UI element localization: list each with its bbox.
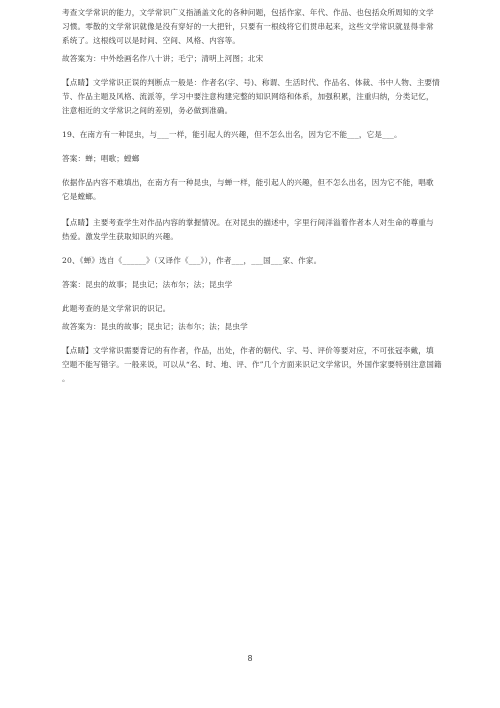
page-number: 8 (247, 654, 253, 663)
paragraph-line: 习惯。零散的文学常识就像是没有穿好的一大把针，只要有一根线将它们贯串起来，这些文学常识就显得非常 (62, 22, 434, 31)
answer-line: 答案：蝉；唱歌；螳螂 (62, 154, 140, 163)
answer-line: 故答案为：中外绘画名作八十讲；毛宁；清明上河图；北宋 (62, 54, 264, 63)
note-line: 【点睛】文学常识正误的判断点一般是：作者名(字、号)、称谓、生活时代、作品名、体裁、书中人物、主要情 (62, 78, 440, 87)
note-line: 节、作品主题及风格、流派等，学习中要注意构建完整的知识网络和体系，加强积累，注重归纳，分类记忆， (62, 92, 434, 101)
question-19: 19、在南方有一种昆虫，与___一样，能引起人的兴趣，但不怎么出名，因为它不能___，它是___。 (62, 130, 402, 139)
explanation-line: 依据作品内容不难填出，在南方有一种昆虫，与蝉一样，能引起人的兴趣，但不怎么出名，因为它不能，唱歌 (62, 178, 434, 187)
note-line: 。 (62, 374, 70, 383)
explanation-line: 它是螳螂。 (62, 192, 101, 201)
note-line: 【点睛】主要考查学生对作品内容的掌握情况。在对昆虫的描述中，字里行间洋溢着作者本人对生命的尊重与 (62, 218, 434, 227)
explanation-line: 此题考查的是文学常识的识记。 (62, 304, 171, 313)
note-line: 热爱。激发学生获取知识的兴趣。 (62, 232, 179, 241)
note-line: 空题不能写错字。一般来说，可以从“名、时、地、评、作”几个方面来识记文学常识，外国作家要特别注意国籍 (62, 360, 442, 369)
answer-line: 答案：昆虫的故事；昆虫记；法布尔；法；昆虫学 (62, 280, 233, 289)
paragraph-line: 系统了。这根线可以是时间、空间、风格、内容等。 (62, 36, 241, 45)
note-line: 【点睛】文学常识需要背记的有作者，作品，出处，作者的朝代、字、号、评价等要对应，不可张冠李戴，填 (62, 346, 434, 355)
question-20: 20、《蝉》选自《______》（又译作《___》），作者___，___国___家、作家。 (62, 256, 322, 265)
paragraph-line: 考查文学常识的能力，文学常识广义指涵盖文化的各种问题，包括作家、年代、作品、也包括众所周知的文学 (62, 8, 434, 17)
answer-line: 故答案为：昆虫的故事；昆虫记；法布尔；法；昆虫学 (62, 322, 248, 331)
note-line: 注意相近的文学常识之间的差别，务必做到准确。 (62, 106, 233, 115)
